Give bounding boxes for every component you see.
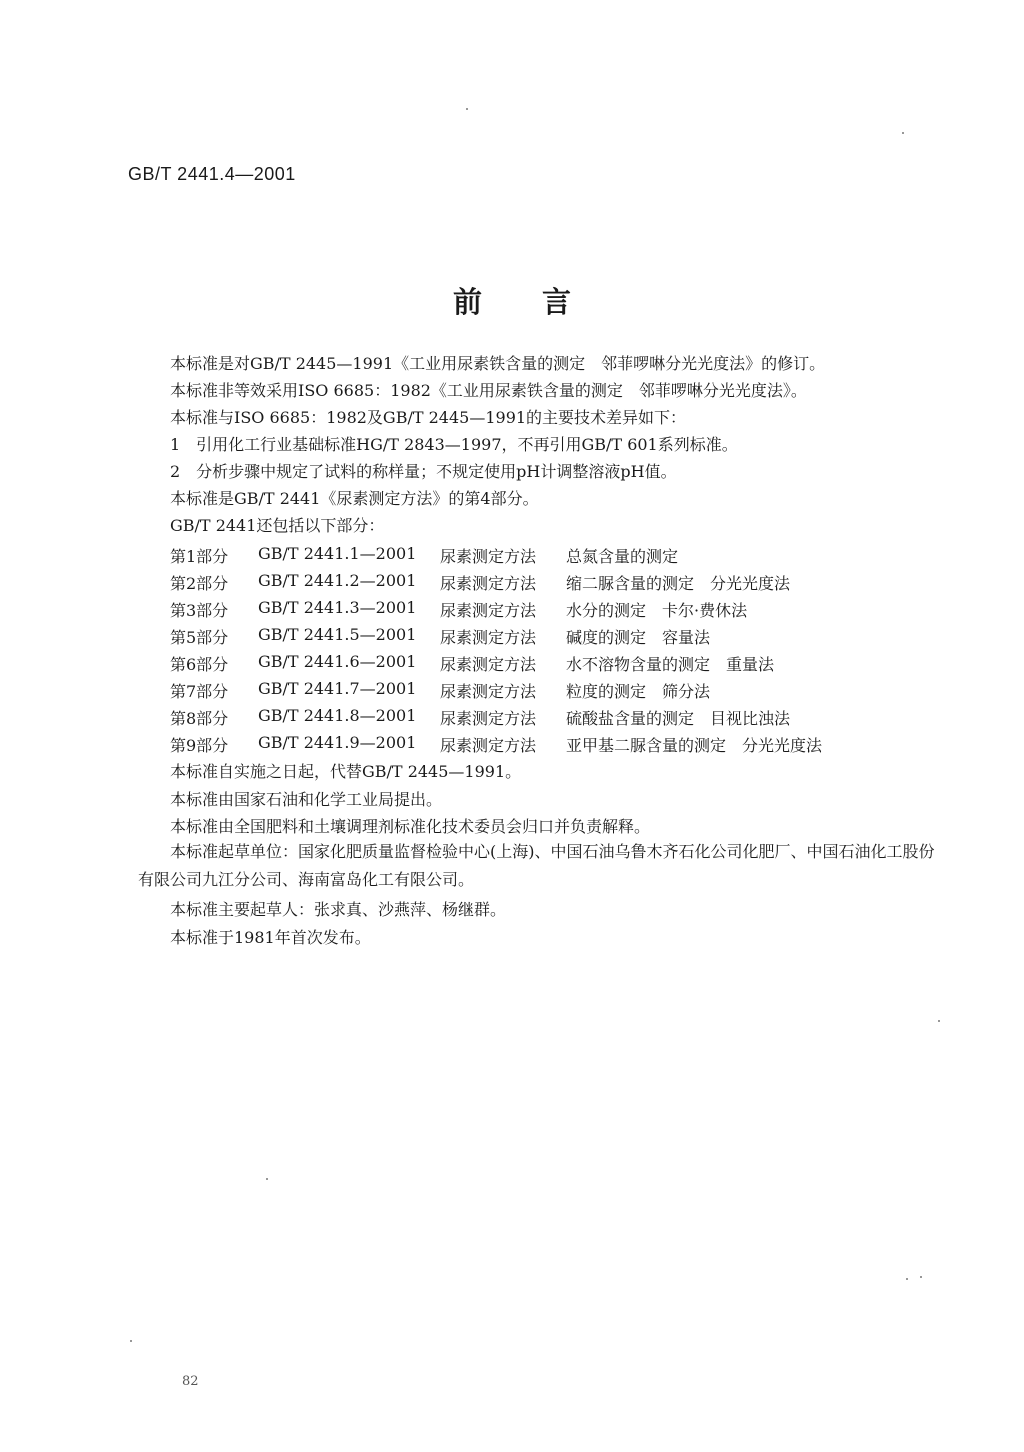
paragraph: 本标准主要起草人：张求真、沙燕萍、杨继群。 bbox=[170, 900, 507, 919]
part-title: 尿素测定方法 bbox=[440, 601, 537, 620]
part-code: GB/T 2441.2—2001 bbox=[258, 571, 417, 590]
part-label: 第1部分 bbox=[170, 547, 229, 566]
part-code: GB/T 2441.6—2001 bbox=[258, 652, 417, 671]
paragraph: 本标准于1981年首次发布。 bbox=[170, 928, 371, 947]
scan-speck bbox=[130, 1340, 132, 1342]
paragraph: 本标准与ISO 6685：1982及GB/T 2445—1991的主要技术差异如下： bbox=[170, 408, 687, 427]
part-title: 尿素测定方法 bbox=[440, 709, 537, 728]
part-code: GB/T 2441.5—2001 bbox=[258, 625, 417, 644]
page-number: 82 bbox=[182, 1374, 199, 1389]
page-title: 前言 bbox=[452, 285, 631, 319]
part-label: 第2部分 bbox=[170, 574, 229, 593]
part-label: 第6部分 bbox=[170, 655, 229, 674]
part-label: 第3部分 bbox=[170, 601, 229, 620]
part-code: GB/T 2441.8—2001 bbox=[258, 706, 417, 725]
part-subtitle: 水分的测定 卡尔·费休法 bbox=[566, 601, 748, 620]
paragraph: 本标准非等效采用ISO 6685：1982《工业用尿素铁含量的测定 邻菲啰啉分光光度法》。 bbox=[170, 381, 807, 400]
part-code: GB/T 2441.1—2001 bbox=[258, 544, 417, 563]
part-code: GB/T 2441.7—2001 bbox=[258, 679, 417, 698]
scan-speck bbox=[266, 1178, 268, 1180]
part-subtitle: 碱度的测定 容量法 bbox=[566, 628, 711, 647]
part-subtitle: 水不溶物含量的测定 重量法 bbox=[566, 655, 775, 674]
part-label: 第5部分 bbox=[170, 628, 229, 647]
scan-speck bbox=[920, 1276, 922, 1278]
paragraph: 本标准自实施之日起，代替GB/T 2445—1991。 bbox=[170, 762, 522, 781]
part-title: 尿素测定方法 bbox=[440, 736, 537, 755]
paragraph: GB/T 2441还包括以下部分： bbox=[170, 516, 385, 535]
list-item: 2 分析步骤中规定了试料的称样量；不规定使用pH计调整溶液pH值。 bbox=[170, 462, 677, 481]
list-item: 1 引用化工行业基础标准HG/T 2843—1997，不再引用GB/T 601系列标准。 bbox=[170, 435, 738, 454]
part-subtitle: 缩二脲含量的测定 分光光度法 bbox=[566, 574, 791, 593]
part-title: 尿素测定方法 bbox=[440, 547, 537, 566]
standard-code-header: GB/T 2441.4—2001 bbox=[128, 164, 296, 184]
part-subtitle: 硫酸盐含量的测定 目视比浊法 bbox=[566, 709, 791, 728]
paragraph: 本标准是GB/T 2441《尿素测定方法》的第4部分。 bbox=[170, 489, 539, 508]
part-label: 第8部分 bbox=[170, 709, 229, 728]
scan-speck bbox=[466, 108, 468, 110]
part-subtitle: 亚甲基二脲含量的测定 分光光度法 bbox=[566, 736, 823, 755]
part-code: GB/T 2441.3—2001 bbox=[258, 598, 417, 617]
part-label: 第9部分 bbox=[170, 736, 229, 755]
scan-speck bbox=[938, 1020, 940, 1022]
part-title: 尿素测定方法 bbox=[440, 682, 537, 701]
paragraph: 本标准是对GB/T 2445—1991《工业用尿素铁含量的测定 邻菲啰啉分光光度法》的修订。 bbox=[170, 354, 826, 373]
part-title: 尿素测定方法 bbox=[440, 655, 537, 674]
part-title: 尿素测定方法 bbox=[440, 574, 537, 593]
part-code: GB/T 2441.9—2001 bbox=[258, 733, 417, 752]
part-label: 第7部分 bbox=[170, 682, 229, 701]
paragraph: 本标准由全国肥料和土壤调理剂标准化技术委员会归口并负责解释。 bbox=[170, 817, 651, 836]
paragraph: 本标准由国家石油和化学工业局提出。 bbox=[170, 790, 443, 809]
part-subtitle: 总氮含量的测定 bbox=[566, 547, 679, 566]
paragraph-drafting-units: 本标准起草单位：国家化肥质量监督检验中心(上海)、中国石油乌鲁木齐石化公司化肥厂、中国石油化工股份有限公司九江分公司、海南富岛化工有限公司。 bbox=[138, 842, 935, 889]
part-title: 尿素测定方法 bbox=[440, 628, 537, 647]
scan-speck bbox=[902, 132, 904, 134]
part-subtitle: 粒度的测定 筛分法 bbox=[566, 682, 711, 701]
scan-speck bbox=[906, 1278, 908, 1280]
